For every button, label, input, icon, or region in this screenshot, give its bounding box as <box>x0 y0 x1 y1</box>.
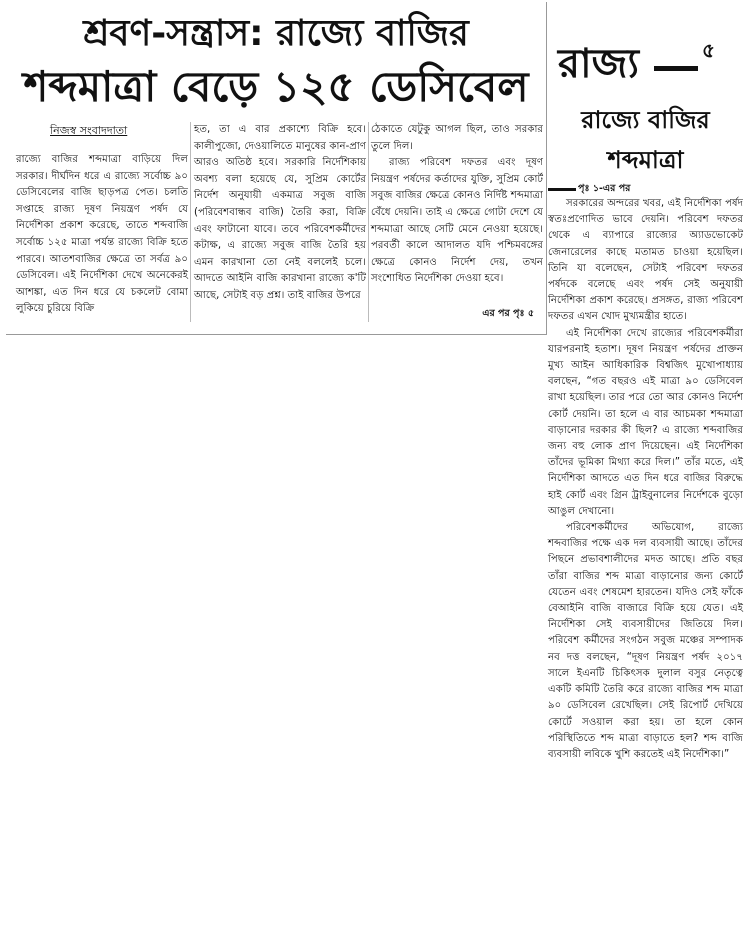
reference-bar <box>548 188 576 191</box>
continued-from-ref: পৃঃ ১-এর পর <box>578 183 631 194</box>
column-3-paragraph-1: ঠেকাতে যেটুকু আগল ছিল, তাও সরকার তুলে দিল। <box>371 124 543 152</box>
continuation-headline-line-1: রাজ্যে বাজির <box>581 106 710 134</box>
article-column-1 <box>16 152 188 318</box>
column-divider <box>190 122 191 322</box>
article-column-3 <box>371 122 543 288</box>
column-3-paragraph-2: রাজ্য পরিবেশ দফতর এবং দূষণ নিয়ন্ত্রণ পর্ষদের কর্তাদের যুক্তি, সুপ্রিম কোর্ট সবুজ বাজির ক্ষেত্রে কোনও নির্দিষ্ট শব্দমাত্রা বেঁধে দেয়নি। তাই এ ক্ষেত্রে গোটা দেশে যে শব্দমাত্রা আছে সেটি মেনে নেওয়া হয়েছে। পরবর্তী কালে আদালত যদি পশ্চিমবঙ্গের ক্ষেত্রে কোনও নির্দেশ দেয়, তখন সংশোধিত নির্দেশিকা দেওয়া হবে। <box>371 157 543 285</box>
headline-line-2: শব্দমাত্রা বেড়ে ১২৫ ডেসিবেল <box>23 62 529 111</box>
article-column-2 <box>194 122 366 305</box>
continuation-paragraph: সরকারের অন্দরের খবর, এই নির্দেশিকা পর্ষদ স্বতঃপ্রণোদিত ভাবে দেয়নি। পরিবেশ দফতর থেকে এ ব্যাপারে রাজ্যের অ্যাডভোকেট জেনারেলের কাছে মতামত চাওয়া হয়েছিল। তিনি যা বলেছেন, সেটাই পরিবেশ দফতর পর্ষদকে বলেছে এবং পর্ষদ সেই অনুযায়ী নির্দেশিকা প্রকাশ করেছে। প্রসঙ্গত, রাজ্য পরিবেশ দফতর এখন খোদ মুখ্যমন্ত্রীর হাতে। <box>548 198 743 323</box>
page-number: ৫ <box>702 38 715 62</box>
continued-tag: এর পর পৃঃ ৫ <box>482 308 534 319</box>
byline: নিজস্ব সংবাদদাতা <box>50 124 128 137</box>
continuation-paragraph: এই নির্দেশিকা দেখে রাজ্যের পরিবেশকর্মীরা যারপরনাই হতাশ। দূষণ নিয়ন্ত্রণ পর্ষদের প্রাক্তন মুখ্য আইন আধিকারিক বিশ্বজিৎ মুখোপাধ্যায় বলছেন, “গত বছরও এই মাত্রা ৯০ ডেসিবেল রাখা হয়েছিল। তার পরে তো আর কোনও নির্দেশ কোর্ট দেয়নি। তা হলে এ বার আচমকা শব্দমাত্রা বাড়ানোর দরকার কী ছিল? এ রাজ্যে শব্দবাজির জন্য বহু লোক প্রাণ দিয়েছেন। এই নির্দেশিকা তাঁদের ভূমিকা মিথ্যা করে দিল।” তাঁর মতে, এই নির্দেশিকা আদতে এত দিন ধরে বাজির বিরুদ্ধে হাই কোর্ট এবং গ্রিন ট্রাইবুনালের নির্দেশকে বুড়ো আঙুল দেখানো। <box>548 327 743 517</box>
main-article-clipping <box>6 2 547 335</box>
continuation-body <box>548 196 743 763</box>
continuation-paragraph: পরিবেশকর্মীদের অভিযোগ, রাজ্যে শব্দবাজির পক্ষে এক দল ব্যবসায়ী আছে। তাঁদের পিছনে প্রভাবশালীদের মদত আছে। প্রতি বছর তাঁরা বাজির শব্দ মাত্রা বাড়ানোর জন্য কোর্টে যেতেন এবং শেষমেশ হারতেন। যদিও সেই ফাঁকে বেআইনি বাজি বাজারে বিক্রি হয়ে যেত। এই নির্দেশিকা সেই ব্যবসায়ীদের জিতিয়ে দিল। পরিবেশ কর্মীদের সংগঠন সবুজ মঞ্চের সম্পাদক নব দত্ত বলছেন, “দূষণ নিয়ন্ত্রণ পর্ষদ ২০১৭ সালে ইএনটি চিকিৎসক দুলাল বসুর নেতৃত্বে একটি কমিটি তৈরি করে রাজ্যে বাজির শব্দ মাত্রা ৯০ ডেসিবেল রেখেছিল। সেই রিপোর্ট দেখিয়ে কোর্টে সওয়াল করা হয়। তা হলে কোন পরিস্থিতিতে শব্দ মাত্রা বাড়াতে হল? শব্দ বাজি ব্যবসায়ী লবিকে খুশি করতেই এই নির্দেশিকা।” <box>548 522 743 760</box>
section-bar <box>654 66 698 71</box>
section-title: রাজ্য <box>558 41 639 87</box>
continuation-headline-line-2: শব্দমাত্রা <box>607 146 684 174</box>
column-divider <box>368 122 369 322</box>
column-1-text: রাজ্যে বাজির শব্দমাত্রা বাড়িয়ে দিল সরকার। দীর্ঘদিন ধরে এ রাজ্যে সর্বোচ্চ ৯০ ডেসিবেলের বাজি ছাড়পত্র পেত। চলতি সপ্তাহে রাজ্য দূষণ নিয়ন্ত্রণ পর্ষদ যে নির্দেশিকা প্রকাশ করেছে, তাতে শব্দবাজি সর্বোচ্চ ১২৫ মাত্রা পর্যন্ত রাজ্যে বিক্রি হতে পারবে। আতশবাজির ক্ষেত্রে তা সর্বত্র ৯০ ডেসিবেল। এই নির্দেশিকা দেখে অনেকেরই আশঙ্কা, এত দিন ধরে যে চকলেট বোমা লুকিয়ে চুরিয়ে বিক্রি <box>16 154 188 315</box>
column-2-text: হত, তা এ বার প্রকাশ্যে বিক্রি হবে। কালীপুজো, দেওয়ালিতে মানুষের কান-প্রাণ আরও অতিষ্ঠ হবে। সরকারি নির্দেশিকায় অবশ্য বলা হয়েছে যে, সুপ্রিম কোর্টের নির্দেশ অনুযায়ী একমাত্র সবুজ বাজি (পরিবেশবান্ধব বাজি) তৈরি করা, বিক্রি এবং ফাটানো যাবে। তবে পরিবেশকর্মীদের কটাক্ষ, এ রাজ্যে সবুজ বাজি তৈরি হয় এমন কারখানা তো নেই বললেই চলে। আদতে আইনি বাজি কারখানা রাজ্যে ক'টি আছে, সেটাই বড় প্রশ্ন। তাই বাজির উপরে <box>194 124 366 301</box>
headline-line-1: শ্রবণ-সন্ত্রাস: রাজ্যে বাজির <box>83 13 469 54</box>
continuation-clipping <box>548 2 748 941</box>
